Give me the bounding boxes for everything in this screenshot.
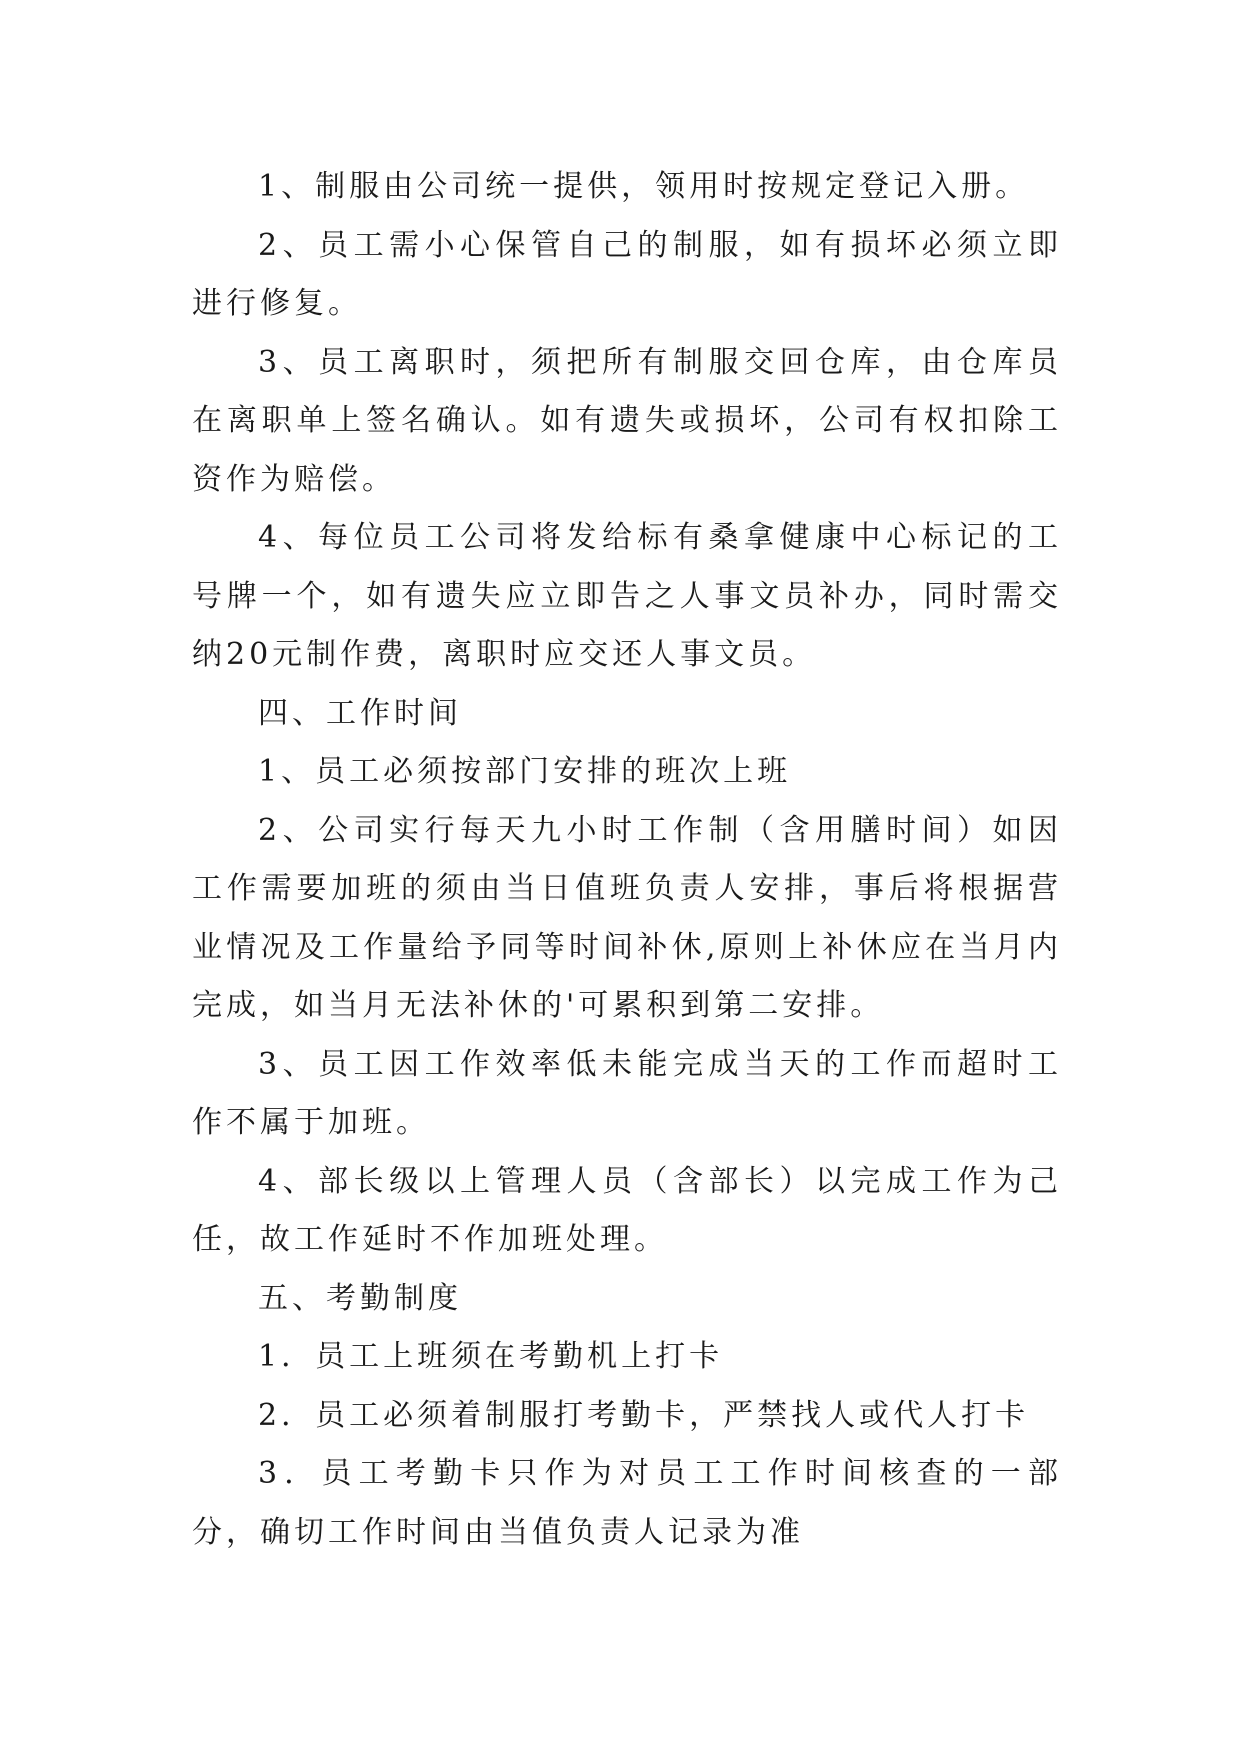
paragraph-overtime-efficiency: 3、员工因工作效率低未能完成当天的工作而超时工作不属于加班。 (192, 1046, 1062, 1140)
paragraph-attendance-record: 3．员工考勤卡只作为对员工工作时间核查的一部分，确切工作时间由当值负责人记录为准 (192, 1456, 1062, 1550)
paragraph-uniform-care: 2、员工需小心保管自己的制服，如有损坏必须立即进行修复。 (192, 227, 1062, 321)
paragraph-manager-overtime: 4、部长级以上管理人员（含部长）以完成工作为己任，故工作延时不作加班处理。 (192, 1163, 1062, 1257)
paragraph-badge: 4、每位员工公司将发给标有桑拿健康中心标记的工号牌一个，如有遗失应立即告之人事文员补办，同时需交纳20元制作费，离职时应交还人事文员。 (192, 520, 1062, 672)
section-heading-attendance: 五、考勤制度 (258, 1280, 462, 1316)
section-heading-work-hours: 四、工作时间 (258, 695, 462, 731)
paragraph-uniform-return: 3、员工离职时，须把所有制服交回仓库，由仓库员在离职单上签名确认。如有遗失或损坏，公司有权扣除工资作为赔偿。 (192, 344, 1062, 497)
document-body (192, 158, 1062, 1562)
paragraph-clock-in: 1．员工上班须在考勤机上打卡 (258, 1339, 724, 1374)
paragraph-shift: 1、员工必须按部门安排的班次上班 (258, 754, 792, 789)
paragraph-nine-hour: 2、公司实行每天九小时工作制（含用膳时间）如因工作需要加班的须由当日值班负责人安排，事后将根据营业情况及工作量给予同等时间补休,原则上补休应在当月内完成，如当月无法补休的'可累积到第二安排。 (192, 812, 1062, 1023)
paragraph-uniform-issue: 1、制服由公司统一提供，领用时按规定登记入册。 (258, 169, 1030, 204)
paragraph-uniform-clock: 2．员工必须着制服打考勤卡，严禁找人或代人打卡 (258, 1397, 1030, 1433)
